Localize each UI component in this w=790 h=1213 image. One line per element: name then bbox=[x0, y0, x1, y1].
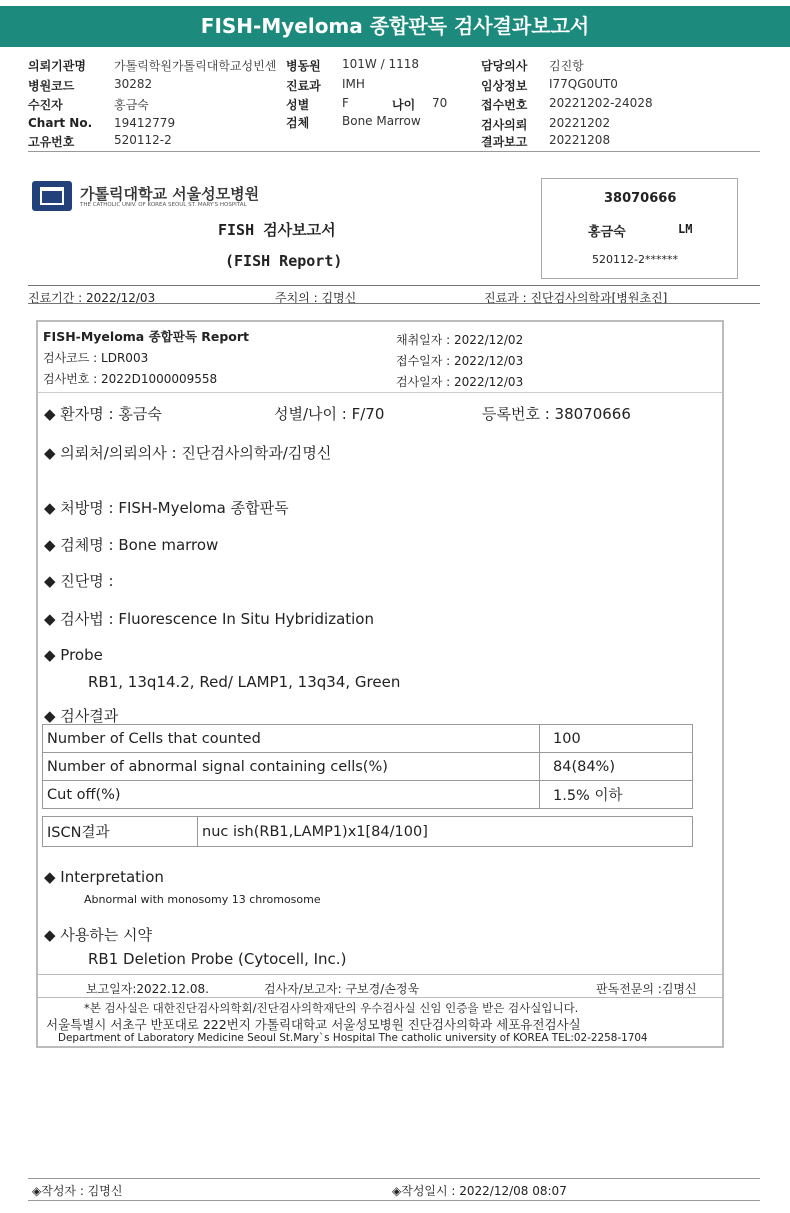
iscn-value: nuc ish(RB1,LAMP1)x1[84/100] bbox=[198, 817, 693, 847]
patient-label: 수진자 bbox=[28, 98, 63, 112]
specimen-label: 검체 bbox=[286, 116, 310, 130]
report-title-kr: FISH 검사보고서 bbox=[218, 221, 336, 239]
results-table bbox=[42, 724, 693, 809]
hospital-code-label: 병원코드 bbox=[28, 79, 75, 93]
hospital-name: 가톨릭대학교 서울성모병원 bbox=[80, 185, 260, 203]
attending-doctor: 주치의 : 김명신 bbox=[275, 291, 357, 305]
diagnosis-line: ◆ 진단명 : bbox=[44, 572, 114, 590]
collect-date: 채취일자 : 2022/12/02 bbox=[396, 333, 524, 347]
signature-divider-bottom bbox=[38, 997, 722, 998]
clinical-value: I77QG0UT0 bbox=[549, 77, 618, 91]
patient-box bbox=[541, 178, 738, 279]
doctor-label: 담당의사 bbox=[481, 59, 528, 73]
signature-divider-top bbox=[38, 974, 722, 975]
result-value-cell: 84(84%) bbox=[540, 753, 693, 781]
result-value-cell: 1.5% 이하 bbox=[540, 781, 693, 809]
patient-box-tag: LM bbox=[678, 222, 693, 236]
request-value: 20221202 bbox=[549, 116, 611, 130]
result-label: 결과보고 bbox=[481, 135, 528, 149]
table-row bbox=[43, 725, 693, 753]
reg-no-line: 등록번호 : 38070666 bbox=[482, 405, 631, 423]
iscn-table bbox=[42, 816, 693, 847]
requester-line: ◆ 의뢰처/의뢰의사 : 진단검사의학과/김명신 bbox=[44, 444, 332, 462]
table-row bbox=[43, 817, 693, 847]
iscn-label: ISCN결과 bbox=[43, 817, 198, 847]
sex-label: 성별 bbox=[286, 98, 310, 112]
institution-label: 의뢰기관명 bbox=[28, 59, 86, 73]
hospital-name-en: THE CATHOLIC UNIV. OF KOREA SEOUL ST. MARY'S HOSPITAL bbox=[80, 202, 247, 208]
table-row bbox=[43, 781, 693, 809]
footer-divider-bottom bbox=[28, 1200, 760, 1201]
patient-reg-no: 38070666 bbox=[604, 191, 677, 206]
method-line: ◆ 검사법 : Fluorescence In Situ Hybridization bbox=[44, 610, 374, 628]
probe-text: RB1, 13q14.2, Red/ LAMP1, 13q34, Green bbox=[88, 673, 401, 691]
visit-divider-top bbox=[28, 285, 760, 286]
address-kr: 서울특별시 서초구 반포대로 222번지 가톨릭대학교 서울성모병원 진단검사의학과 세포유전검사실 bbox=[46, 1017, 581, 1032]
receipt-value: 20221202-24028 bbox=[549, 96, 653, 110]
result-label-cell: Number of abnormal signal containing cells(%) bbox=[43, 753, 540, 781]
hospital-code-value: 30282 bbox=[114, 77, 153, 91]
result-label-cell: Number of Cells that counted bbox=[43, 725, 540, 753]
probe-heading: ◆ Probe bbox=[44, 646, 103, 664]
visit-period: 진료기간 : 2022/12/03 bbox=[28, 291, 156, 305]
age-label: 나이 bbox=[392, 98, 416, 112]
patient-box-id: 520112-2****** bbox=[592, 253, 678, 266]
patient-value: 홍금숙 bbox=[114, 98, 149, 112]
result-label-cell: Cut off(%) bbox=[43, 781, 540, 809]
visit-dept: 진료과 : 진단검사의학과[병원초진] bbox=[484, 291, 668, 305]
doctor-value: 김진항 bbox=[549, 59, 584, 73]
dept-label: 진료과 bbox=[286, 79, 321, 93]
patient-name-line: ◆ 환자명 : 홍금숙 bbox=[44, 405, 162, 423]
ward-value: 101W / 1118 bbox=[342, 57, 419, 71]
sex-value: F bbox=[342, 96, 349, 110]
ward-label: 병동원 bbox=[286, 59, 321, 73]
report-title-en: (FISH Report) bbox=[225, 252, 343, 270]
result-value-cell: 100 bbox=[540, 725, 693, 753]
tester: 검사자/보고자: 구보경/손정욱 bbox=[264, 982, 420, 996]
prescription-line: ◆ 처방명 : FISH-Myeloma 종합판독 bbox=[44, 499, 289, 517]
test-code: 검사코드 : LDR003 bbox=[43, 351, 149, 365]
institution-value: 가톨릭학원가톨릭대학교성빈센 bbox=[114, 59, 277, 73]
reagent-text: RB1 Deletion Probe (Cytocell, Inc.) bbox=[88, 950, 347, 968]
address-en: Department of Laboratory Medicine Seoul St.Mary`s Hospital The catholic university of KOREA TEL:02-2258-1704 bbox=[58, 1032, 648, 1044]
receipt-label: 접수번호 bbox=[481, 98, 528, 112]
request-label: 검사의뢰 bbox=[481, 118, 528, 132]
reviewer: 판독전문의 :김명신 bbox=[596, 982, 697, 996]
report-date: 보고일자:2022.12.08. bbox=[86, 982, 209, 996]
chart-label: Chart No. bbox=[28, 116, 93, 130]
clinical-label: 임상정보 bbox=[481, 79, 528, 93]
table-row bbox=[43, 753, 693, 781]
results-heading: ◆ 검사결과 bbox=[44, 707, 119, 725]
id-label: 고유번호 bbox=[28, 135, 75, 149]
id-value: 520112-2 bbox=[114, 133, 172, 147]
report-heading: FISH-Myeloma 종합판독 Report bbox=[43, 329, 250, 344]
visit-divider-bottom bbox=[28, 303, 760, 304]
receive-date: 접수일자 : 2022/12/03 bbox=[396, 354, 524, 368]
test-number: 검사번호 : 2022D1000009558 bbox=[43, 372, 218, 386]
chart-value: 19412779 bbox=[114, 116, 176, 130]
accreditation-notice: *본 검사실은 대한진단검사의학회/진단검사의학재단의 우수검사실 신임 인증을 받은 검사실입니다. bbox=[84, 1001, 579, 1015]
test-date: 검사일자 : 2022/12/03 bbox=[396, 375, 524, 389]
interpretation-heading: ◆ Interpretation bbox=[44, 868, 164, 886]
interpretation-text: Abnormal with monosomy 13 chromosome bbox=[84, 893, 321, 906]
specimen-value: Bone Marrow bbox=[342, 114, 421, 128]
footer-divider-top bbox=[28, 1178, 760, 1179]
report-title: FISH-Myeloma 종합판독 검사결과보고서 bbox=[0, 6, 790, 47]
reagent-heading: ◆ 사용하는 시약 bbox=[44, 926, 153, 944]
author: ◈작성자 : 김명신 bbox=[32, 1184, 123, 1198]
age-value: 70 bbox=[432, 96, 448, 110]
patient-box-name: 홍금숙 bbox=[588, 225, 626, 240]
result-value: 20221208 bbox=[549, 133, 611, 147]
sex-age-line: 성별/나이 : F/70 bbox=[274, 405, 385, 423]
written-time: ◈작성일시 : 2022/12/08 08:07 bbox=[392, 1184, 567, 1198]
specimen-line: ◆ 검체명 : Bone marrow bbox=[44, 536, 219, 554]
hospital-logo-icon bbox=[32, 181, 72, 211]
header-divider bbox=[28, 151, 760, 152]
dept-value: IMH bbox=[342, 77, 365, 91]
report-header-divider bbox=[38, 392, 722, 393]
